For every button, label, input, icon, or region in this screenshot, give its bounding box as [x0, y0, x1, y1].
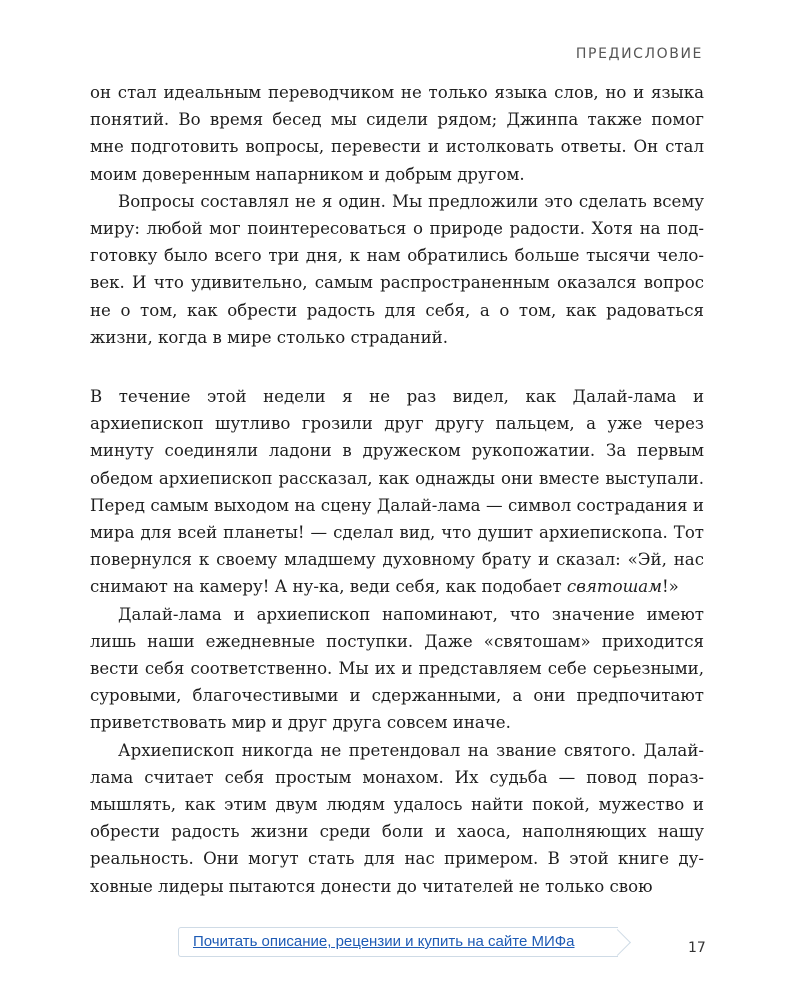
- section-first-paragraph: [90, 383, 704, 601]
- paragraph: он стал идеальным переводчиком не только языка слов, но и языка понятий. Во время бесед мы сидели рядом; Джинпа также помог мне подготовить вопросы, перевести и истолковать ответы. Он стал моим доверенным напарником и добрым другом.: [90, 83, 704, 184]
- paragraph: Вопросы составлял не я один. Мы предложили это сделать всему миру: любой мог поинтересоваться о природе радости. Хотя на подготовку было всего три дня, к нам обратились больше тысячи человек. И что удивительно, самым распространенным оказался вопрос не о том, как обрести радость для себя, а о том, как радоваться жизни, когда в мире столько страданий.: [90, 191, 704, 347]
- buy-link-banner[interactable]: [178, 927, 618, 957]
- paragraph: Далай-лама и архиепископ напоминают, что значение имеют лишь наши ежедневные поступки. Даже «святошам» приходится вести себя соответственно. Мы их и представляем себе серьезными, суровыми, благочестивыми и сдержанными, а они предпочитают приветствовать мир и друг друга совсем иначе.: [90, 604, 704, 733]
- page-number: 17: [688, 940, 706, 956]
- emphasis-word: святошам: [566, 577, 662, 597]
- paragraph: Архиепископ никогда не претендовал на звание святого. Далай-лама считает себя простым монахом. Их судьба — повод поразмышлять, как этим двум людям удалось найти покой, мужество и обрести радость жизни среди боли и хаоса, наполняющих нашу реальность. Они могут стать для нас примером. В этой книге духовные лидеры пытаются донести до читателей не только свою: [90, 740, 704, 896]
- paragraph-end: !»: [661, 577, 679, 597]
- running-header: ПРЕДИСЛОВИЕ: [575, 46, 703, 62]
- paragraph-text: В течение этой недели я не раз видел, как Далай-лама и архиепископ шутливо грозили друг другу пальцем, а уже через минуту соединяли ладони в дружеском рукопожатии. За первым обедом архиепископ рассказал, как однажды они вместе выступали. Перед самым выходом на сцену Далай-лама — символ сострадания и мира для всей планеты! — сделал вид, что душит архиепископа. Тот повернулся к своему младшему духовному брату и сказал: «Эй, нас снимают на камеру! А ну-ка, веди себя, как подобает: [90, 387, 704, 597]
- buy-link[interactable]: Почитать описание, рецензии и купить на сайте МИФа: [193, 933, 575, 950]
- text-block-top: [90, 79, 704, 351]
- text-block-section: [90, 383, 704, 900]
